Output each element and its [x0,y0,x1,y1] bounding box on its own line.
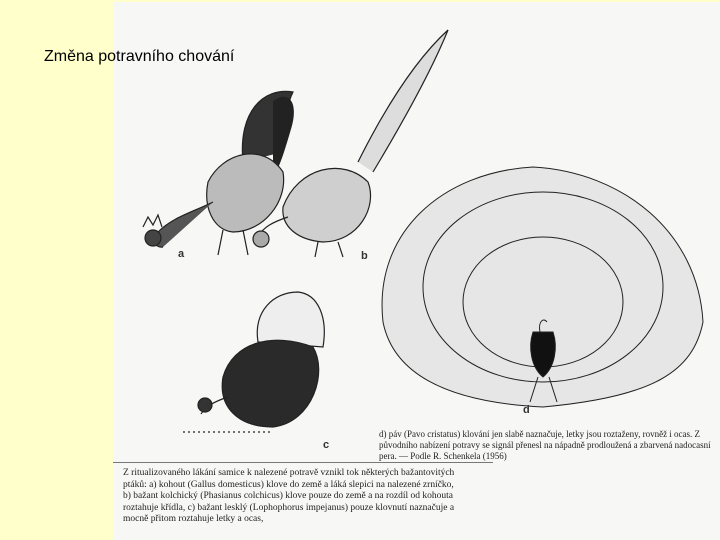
lophophorus-drawing [183,292,324,432]
label-c: c [323,439,330,451]
caption-main: Z ritualizovaného lákání samice k nalezené potravě vznikl tok některých bažantovitých ptáků: a) kohout (Gallus domesticus) klove do země a láká slepici na nalezené zrníčko, b) bažant kolchický (Phasianus colchicus) klove pouze do země a na rozdíl od kohouta roztahuje křídla, c) bažant lesklý (Lophophorus impejanus) pouze klovnutí naznačuje a mocně přitom roztahuje letky a ocas, [123,468,455,524]
caption-peacock: d) páv (Pavo cristatus) klování jen slabě naznačuje, letky jsou roztaženy, rovněž i ocas. Z původního nabízení potravy se signál přenesl na nápadně prodloužená a zbarvená nadocasní pera. — Podle R. Schenkela (1956) [379,429,711,461]
slide-title: Změna potravního chování [44,48,235,65]
scanned-figure [113,2,720,540]
label-b: b [361,250,368,262]
label-d: d [523,404,530,416]
peacock-drawing [382,167,703,407]
label-a: a [178,248,185,260]
caption-divider [113,462,493,463]
rooster-drawing [143,91,293,255]
